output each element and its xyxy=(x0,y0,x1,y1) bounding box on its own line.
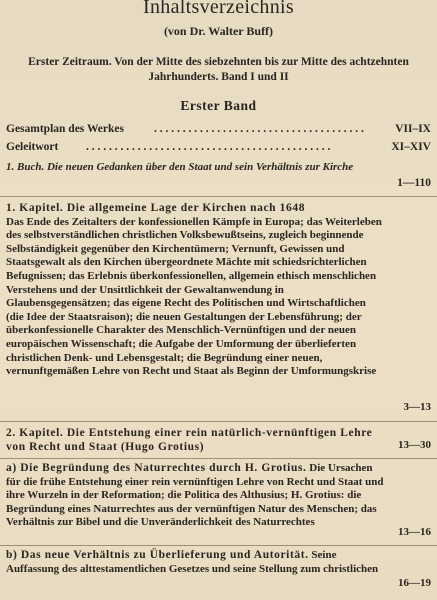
document-title: Inhaltsverzeichnis xyxy=(143,0,294,18)
kapitel-1-page: 3—13 xyxy=(403,401,431,413)
dot-leader: . . . . . . . . . . . . . . . . . . . . . . . . . . . . . . . . . . . . . . . . . . . xyxy=(86,141,331,153)
toc-page: VII–IX xyxy=(395,123,431,135)
toc-row-gesamtplan xyxy=(6,122,431,137)
divider xyxy=(0,196,437,197)
author-line: (von Dr. Walter Buff) xyxy=(163,24,274,38)
buch-1-page: 1—110 xyxy=(397,177,431,189)
kapitel-2a-page: 13—16 xyxy=(398,526,431,538)
toc-label: Gesamtplan des Werkes xyxy=(6,123,124,135)
period-heading: Erster Zeitraum. Von der Mitte des siebzehnten bis zur Mitte des achtzehnten Jahrhunderts. Band I und II xyxy=(28,56,409,83)
toc-page: XI–XIV xyxy=(391,141,431,153)
divider xyxy=(0,458,437,459)
toc-label: Geleitwort xyxy=(6,141,59,153)
kapitel-2 xyxy=(6,427,431,454)
kapitel-2-page: 13—30 xyxy=(398,439,431,451)
kapitel-1-heading: 1. Kapitel. Die allgemeine Lage der Kirchen nach 1648 xyxy=(6,202,306,214)
kapitel-2a-text: Die Ursachen für die frühe Entstehung einer rein vernünftigen Lehre von Recht und Staat und ihre Wurzeln in der Reformation; die Politica des Althusius; H. Grotius: die Begründung eines Naturrechtes aus der vernünftigen Natur des Menschen; das Verhältnis zur Bibel und die Unveränderlichkeit des Naturrechtes xyxy=(6,462,384,529)
kapitel-2b-text: Seine Auffassung des alttestamentlichen Gesetzes und seine Stellung zum christlichen xyxy=(6,549,379,575)
kapitel-1 xyxy=(6,202,431,413)
kapitel-2b-heading: b) Das neue Verhältnis zu Überlieferung und Autorität. xyxy=(6,549,309,561)
kapitel-2b xyxy=(6,549,431,589)
toc-row-geleitwort xyxy=(6,140,431,155)
kapitel-2b-page: 16—19 xyxy=(398,577,431,589)
kapitel-2a-heading: a) Die Begründung des Naturrechtes durch H. Grotius. xyxy=(6,462,307,474)
buch-1-title: 1. Buch. Die neuen Gedanken über den Staat und sein Verhältnis zur Kirche xyxy=(6,161,354,173)
kapitel-2a xyxy=(6,462,431,538)
band-heading: Erster Band xyxy=(180,98,257,113)
dot-leader: . . . . . . . . . . . . . . . . . . . . . . . . . . . . . . . . . . . . . xyxy=(154,123,364,135)
divider xyxy=(0,545,437,546)
divider xyxy=(0,421,437,422)
kapitel-2-heading: 2. Kapitel. Die Entstehung einer rein natürlich-vernünftigen Lehre von Recht und Staat (Hugo Grotius) xyxy=(6,427,373,453)
kapitel-1-text: Das Ende des Zeitalters der konfessionellen Kämpfe in Europa; das Weiterleben des selbstverständlichen christlichen Volksbewußtseins, zugleich beginnende Selbständigkeit gegenüber den Kirchentümern; Vernunft, Gewissen und Staatsgewalt als den Kirchen übergeordnete Mächte mit schiedsrichterlichen Befugnissen; das Erlebnis überkonfessionellen, allgemein ethisch menschlichen Verstehens und der Unsittlichkeit der Gewaltanwendung in Glaubensgegensätzen; das eigene Recht des Politischen und Wirtschaftlichen (die Idee der Staatsraison); die neuen Gestaltungen der Lebensführung; der überkonfessionelle Charakter des Menschlich-Vernünftigen und der neuen europäischen Wissenschaft; die Aufgabe der Umformung der überlieferten christlichen Denk- und Lebensgestalt; die Begründung einer neuen, vernunftgemäßen Lehre von Recht und Staat als Beginn der Umformungskrise xyxy=(6,215,382,378)
